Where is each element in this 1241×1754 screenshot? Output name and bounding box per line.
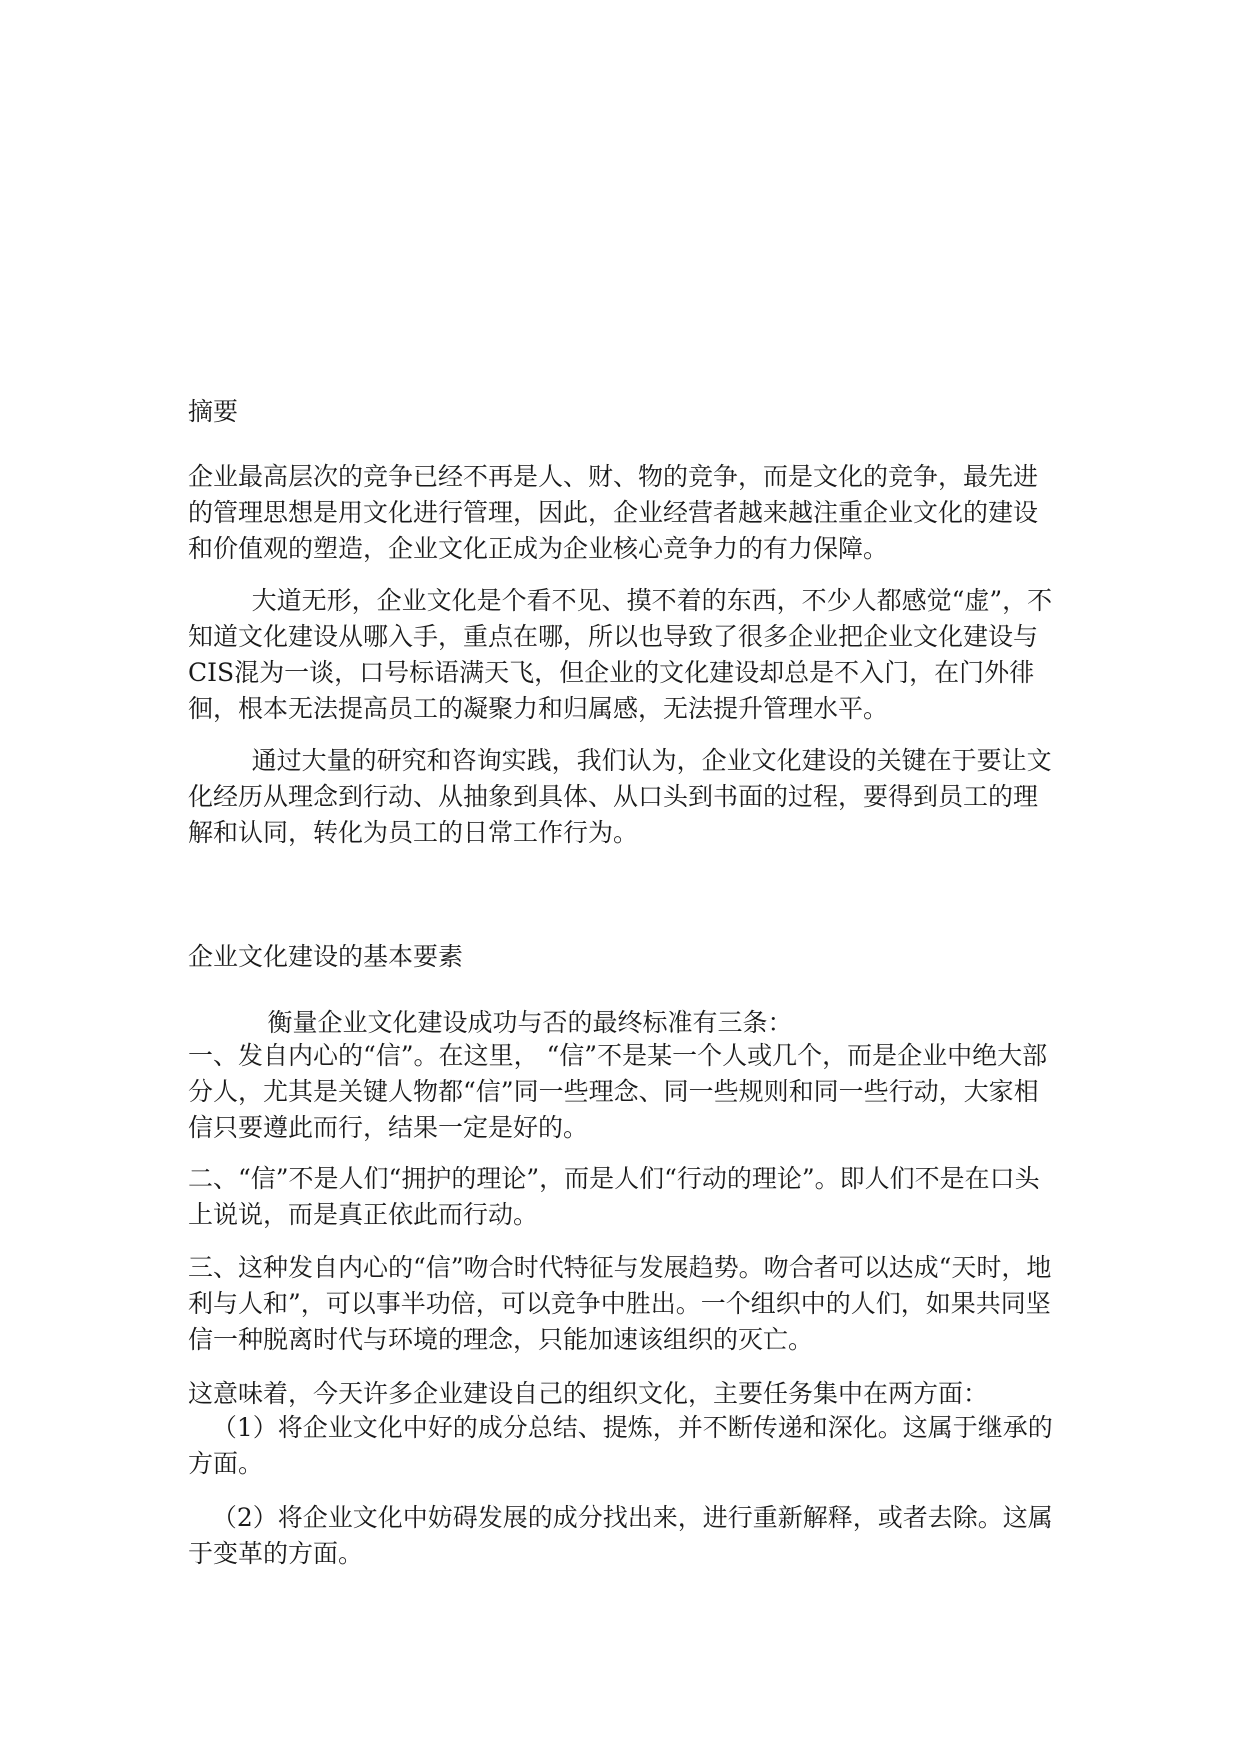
- task-2: （2）将企业文化中妨碍发展的成分找出来，进行重新解释，或者去除。这属于变革的方面。: [188, 1503, 1053, 1568]
- abstract-heading: 摘要: [188, 397, 239, 426]
- section-intro: 衡量企业文化建设成功与否的最终标准有三条：: [188, 1008, 793, 1037]
- abstract-paragraph-1: 企业最高层次的竞争已经不再是人、财、物的竞争，而是文化的竞争，最先进的管理思想是用文化进行管理，因此，企业经营者越来越注重企业文化的建设和价值观的塑造，企业文化正成为企业核心竞争力的有力保障。: [188, 462, 1039, 563]
- task-1: （1）将企业文化中好的成分总结、提炼，并不断传递和深化。这属于继承的方面。: [188, 1413, 1053, 1478]
- criterion-1: 一、发自内心的“信”。在这里， “信”不是某一个人或几个，而是企业中绝大部分人，尤其是关键人物都“信”同一些理念、同一些规则和同一些行动，大家相信只要遵此而行，结果一定是好的。: [188, 1041, 1048, 1142]
- abstract-paragraph-3: 通过大量的研究和咨询实践，我们认为，企业文化建设的关键在于要让文化经历从理念到行动、从抽象到具体、从口头到书面的过程，要得到员工的理解和认同，转化为员工的日常工作行为。: [188, 746, 1052, 847]
- criterion-2: 二、“信”不是人们“拥护的理论”，而是人们“行动的理论”。即人们不是在口头上说说，而是真正依此而行动。: [188, 1164, 1040, 1229]
- section-heading: 企业文化建设的基本要素: [188, 942, 464, 971]
- criterion-3: 三、这种发自内心的“信”吻合时代特征与发展趋势。吻合者可以达成“天时，地利与人和”，可以事半功倍，可以竞争中胜出。一个组织中的人们，如果共同坚信一种脱离时代与环境的理念，只能加速该组织的灭亡。: [188, 1253, 1052, 1354]
- abstract-paragraph-2: 大道无形，企业文化是个看不见、摸不着的东西，不少人都感觉“虚”，不知道文化建设从哪入手，重点在哪，所以也导致了很多企业把企业文化建设与CIS混为一谈，口号标语满天飞，但企业的文化建设却总是不入门，在门外徘徊，根本无法提高员工的凝聚力和归属感，无法提升管理水平。: [188, 586, 1053, 723]
- tasks-intro: 这意味着，今天许多企业建设自己的组织文化，主要任务集中在两方面：: [188, 1379, 989, 1408]
